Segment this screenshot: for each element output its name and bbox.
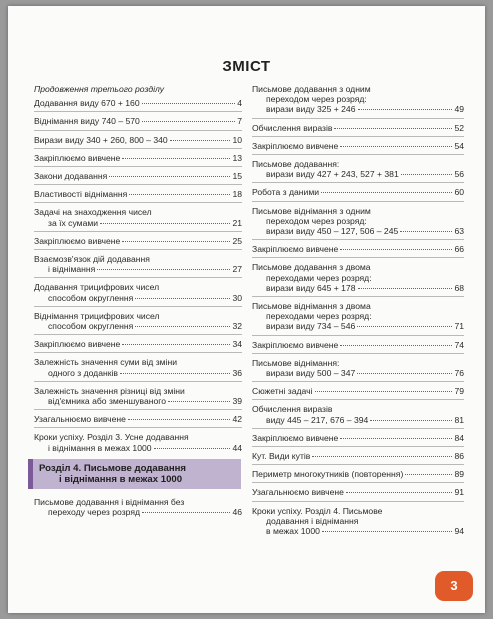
divider [252, 399, 464, 400]
toc-entry-title: Узагальнюємо вивчене [252, 487, 344, 498]
toc-list-left-b [34, 497, 242, 517]
dot-leader [128, 419, 231, 420]
toc-entry-title: Закріплюємо вивчене [252, 339, 339, 350]
toc-page-number: 56 [454, 169, 464, 180]
divider [34, 249, 242, 250]
dot-leader [120, 373, 230, 374]
toc-entry-title: Залежність значення різниці від зміни [34, 385, 185, 396]
toc-entry-title: Письмове віднімання з одним [252, 205, 371, 216]
toc-entry [34, 236, 242, 246]
toc-page-number: 66 [454, 244, 464, 255]
divider [252, 257, 464, 258]
toc-page-number: 4 [237, 98, 242, 109]
toc-entry [34, 339, 242, 349]
dot-leader [142, 103, 236, 104]
toc-list-right [252, 84, 464, 536]
toc-entry-title: вирази виду 450 – 127, 506 – 245 [266, 226, 399, 237]
divider [252, 464, 464, 465]
toc-entry [34, 357, 242, 377]
toc-entry-title: Вирази виду 340 + 260, 800 – 340 [34, 134, 168, 145]
toc-entry-title: і віднімання в межах 1000 [48, 442, 152, 453]
divider [34, 231, 242, 232]
divider [34, 334, 242, 335]
dot-leader [358, 288, 453, 289]
dot-leader [122, 241, 230, 242]
divider [34, 202, 242, 203]
toc-entry-title: Письмове додавання з одним [252, 84, 371, 94]
dot-leader [122, 158, 230, 159]
toc-page-number: 89 [454, 469, 464, 480]
toc-entry-title: вирази виду 325 + 246 [266, 104, 356, 115]
toc-page-number: 94 [454, 526, 464, 537]
chapter-heading-line-2: і віднімання в межах 1000 [59, 473, 183, 485]
toc-right-column [252, 84, 464, 538]
dot-leader [322, 531, 453, 532]
toc-page-number: 84 [454, 432, 464, 443]
toc-page-number: 42 [232, 414, 242, 425]
toc-page-number: 32 [232, 321, 242, 332]
toc-entry [252, 358, 464, 378]
toc-entry-title: Додавання виду 670 + 160 [34, 98, 140, 109]
toc-page-number: 25 [232, 235, 242, 246]
toc-entry-title: в межах 1000 [266, 526, 320, 537]
toc-entry-title: Кроки успіху. Розділ 4. Письмове [252, 505, 383, 516]
divider [252, 381, 464, 382]
toc-entry-title: Письмове віднімання з двома [252, 301, 371, 312]
toc-entry-title: вирази виду 645 + 178 [266, 282, 356, 293]
divider [252, 154, 464, 155]
toc-entry [34, 497, 242, 517]
toc-page-number: 36 [232, 367, 242, 378]
divider [252, 353, 464, 354]
toc-entry-title: Робота з даними [252, 187, 320, 198]
toc-entry-title: вирази виду 427 + 243, 527 + 381 [266, 169, 399, 180]
toc-page-number: 54 [454, 140, 464, 151]
divider [252, 182, 464, 183]
toc-entry-title: Узагальнюємо вивчене [34, 414, 126, 425]
divider [252, 428, 464, 429]
dot-leader [340, 345, 452, 346]
toc-entry [34, 386, 242, 406]
divider [34, 148, 242, 149]
divider [252, 239, 464, 240]
toc-entry [34, 189, 242, 199]
toc-entry-title: одного з доданків [48, 367, 118, 378]
toc-entry-title: Закріплюємо вивчене [252, 432, 339, 443]
toc-page-number: 76 [454, 368, 464, 379]
toc-entry-title: переходу через розряд [48, 507, 141, 518]
section-continuation-heading: Продовження третього розділу [34, 84, 165, 94]
toc-left-column [34, 84, 242, 519]
toc-entry [34, 311, 242, 331]
toc-page-number: 91 [454, 487, 464, 498]
toc-page-number: 68 [454, 282, 464, 293]
toc-entry [252, 159, 464, 179]
toc-entry-title: від'ємника або зменшуваного [48, 396, 167, 407]
toc-page-number: 74 [454, 339, 464, 350]
dot-leader [315, 391, 453, 392]
toc-entry [252, 206, 464, 237]
dot-leader [142, 512, 230, 513]
divider [34, 427, 242, 428]
toc-entry [252, 487, 464, 497]
book-page [8, 6, 485, 613]
dot-leader [312, 456, 452, 457]
toc-entry-title: способом округлення [48, 292, 134, 303]
toc-list-left-a [34, 98, 242, 453]
toc-page-number: 63 [454, 226, 464, 237]
toc-entry-title: Залежність значення суми від зміни [34, 357, 178, 368]
divider [252, 118, 464, 119]
toc-entry [252, 340, 464, 350]
toc-page-number: 18 [232, 189, 242, 200]
divider [34, 352, 242, 353]
toc-entry [34, 153, 242, 163]
toc-entry-title: переходами через розряд: [266, 311, 372, 322]
toc-entry [252, 404, 464, 424]
dot-leader [346, 492, 453, 493]
dot-leader [401, 174, 453, 175]
toc-entry [34, 135, 242, 145]
toc-entry-title: вирази виду 500 – 347 [266, 368, 356, 379]
divider [34, 277, 242, 278]
toc-entry-title: Письмове віднімання: [252, 357, 340, 368]
divider [34, 130, 242, 131]
dot-leader [168, 401, 230, 402]
toc-entry-title: способом округлення [48, 321, 134, 332]
divider [252, 501, 464, 502]
toc-entry-title: Обчислення виразів [252, 404, 333, 415]
toc-entry-title: Віднімання виду 740 – 570 [34, 116, 140, 127]
toc-entry-title: Закріплюємо вивчене [34, 235, 121, 246]
divider [252, 446, 464, 447]
toc-entry [252, 506, 464, 537]
toc-entry-title: Закріплюємо вивчене [34, 339, 121, 350]
dot-leader [135, 326, 230, 327]
toc-entry [34, 116, 242, 126]
divider [34, 409, 242, 410]
toc-entry-title: Кроки успіху. Розділ 3. Усне додавання [34, 432, 189, 443]
toc-page-number: 60 [454, 187, 464, 198]
toc-page-number: 46 [232, 507, 242, 518]
divider [34, 111, 242, 112]
toc-entry [252, 244, 464, 254]
toc-entry-title: вирази виду 734 – 546 [266, 321, 356, 332]
toc-entry-title: додавання і віднімання [266, 515, 359, 526]
divider [34, 381, 242, 382]
toc-page-number: 21 [232, 217, 242, 228]
toc-page-number: 44 [232, 442, 242, 453]
toc-entry [34, 207, 242, 227]
dot-leader [100, 223, 230, 224]
toc-entry [252, 451, 464, 461]
toc-page-number: 81 [454, 414, 464, 425]
toc-entry [252, 123, 464, 133]
divider [34, 184, 242, 185]
toc-entry [252, 386, 464, 396]
toc-entry-title: переходами через розряд: [266, 272, 372, 283]
toc-page-number: 13 [232, 152, 242, 163]
toc-entry-title: Закріплюємо вивчене [252, 244, 339, 255]
dot-leader [97, 269, 230, 270]
chapter-heading-line-1: Розділ 4. Письмове додавання [39, 462, 187, 474]
toc-entry-title: Обчислення виразів [252, 122, 333, 133]
toc-entry-title: Задачі на знаходження чисел [34, 207, 152, 218]
divider [252, 136, 464, 137]
divider [252, 201, 464, 202]
dot-leader [358, 109, 453, 110]
dot-leader [142, 121, 235, 122]
chapter-4-heading [28, 459, 241, 489]
toc-entry [252, 301, 464, 332]
page-number-tab: 3 [435, 571, 473, 601]
toc-entry-title: Письмове додавання: [252, 159, 340, 170]
toc-entry-title: Закріплюємо вивчене [252, 140, 339, 151]
dot-leader [400, 231, 452, 232]
toc-entry [252, 187, 464, 197]
toc-entry-title: і віднімання [48, 264, 96, 275]
toc-entry-title: Властивості віднімання [34, 189, 128, 200]
divider [252, 482, 464, 483]
toc-entry-title: Додавання трицифрових чисел [34, 282, 160, 293]
toc-entry-title: переходом через розряд: [266, 215, 367, 226]
dot-leader [370, 420, 452, 421]
toc-page-number: 86 [454, 451, 464, 462]
toc-entry-title: виду 445 – 217, 676 – 394 [266, 414, 369, 425]
toc-entry [34, 432, 242, 452]
toc-entry [252, 84, 464, 115]
toc-page-number: 15 [232, 171, 242, 182]
toc-entry [34, 254, 242, 274]
dot-leader [135, 298, 230, 299]
dot-leader [154, 448, 231, 449]
dot-leader [129, 194, 230, 195]
toc-entry [34, 414, 242, 424]
toc-entry-title: Віднімання трицифрових чисел [34, 310, 160, 321]
toc-entry-title: Закони додавання [34, 171, 108, 182]
toc-page-number: 34 [232, 339, 242, 350]
dot-leader [357, 326, 452, 327]
dot-leader [334, 128, 452, 129]
dot-leader [405, 474, 452, 475]
toc-entry [34, 171, 242, 181]
toc-page-number: 10 [232, 134, 242, 145]
toc-entry-title: Письмове додавання з двома [252, 262, 371, 273]
toc-entry [34, 282, 242, 302]
dot-leader [340, 146, 452, 147]
divider [252, 335, 464, 336]
toc-entry-title: Периметр многокутників (повторення) [252, 469, 404, 480]
divider [34, 166, 242, 167]
toc-entry [252, 433, 464, 443]
dot-leader [321, 192, 452, 193]
divider [34, 306, 242, 307]
dot-leader [340, 249, 452, 250]
toc-page-number: 71 [454, 321, 464, 332]
toc-entry-title: Закріплюємо вивчене [34, 152, 121, 163]
dot-leader [109, 176, 230, 177]
toc-page-number: 7 [237, 116, 242, 127]
toc-entry-title: Кут. Види кутів [252, 451, 311, 462]
toc-entry-title: Взаємозв'язок дій додавання [34, 254, 150, 265]
toc-entry [34, 98, 242, 108]
page-title: ЗМІСТ [222, 58, 271, 75]
toc-page-number: 79 [454, 386, 464, 397]
toc-entry [252, 141, 464, 151]
toc-entry-title: за їх сумами [48, 217, 99, 228]
divider [252, 296, 464, 297]
dot-leader [122, 344, 230, 345]
toc-page-number: 39 [232, 396, 242, 407]
toc-page-number: 27 [232, 264, 242, 275]
toc-entry-title: Письмове додавання і віднімання без [34, 496, 185, 507]
toc-entry [252, 469, 464, 479]
toc-entry [252, 262, 464, 293]
toc-entry-title: переходом через розряд: [266, 94, 367, 105]
dot-leader [170, 140, 231, 141]
dot-leader [357, 373, 452, 374]
dot-leader [340, 438, 452, 439]
toc-page-number: 52 [454, 122, 464, 133]
toc-entry-title: Сюжетні задачі [252, 386, 313, 397]
toc-page-number: 49 [454, 104, 464, 115]
toc-page-number: 30 [232, 292, 242, 303]
